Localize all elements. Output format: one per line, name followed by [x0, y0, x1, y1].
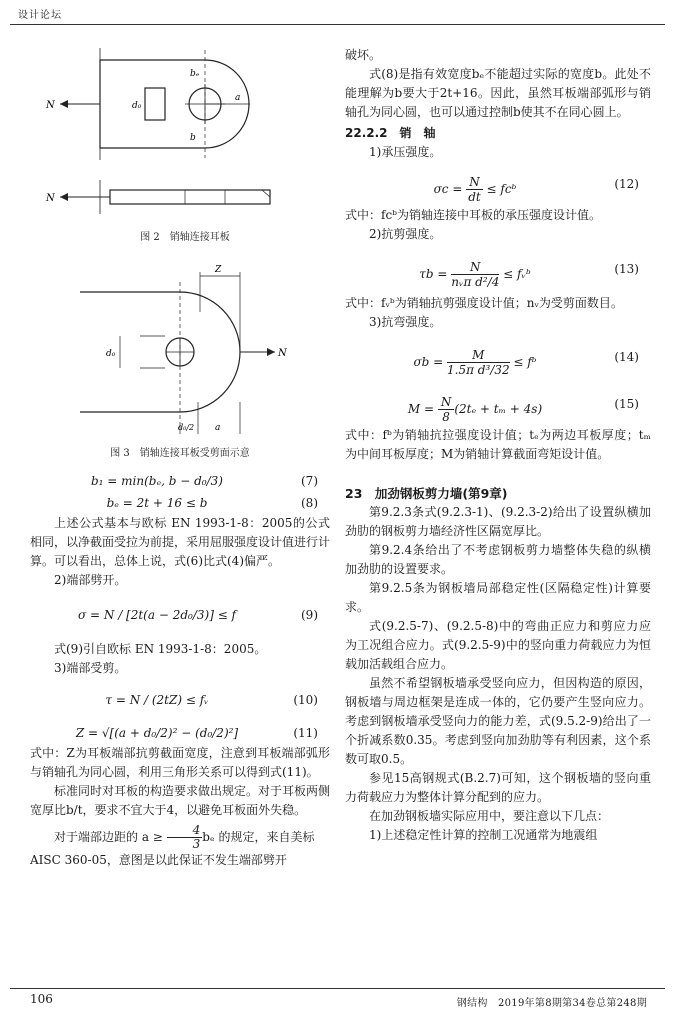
paragraph: 参见15高钢规式(B.2.7)可知，这个钢板墙的竖向重力荷载应力为整体计算分配到的应力。: [345, 771, 651, 804]
figure-2-caption: 图 2 销轴连接耳板: [140, 232, 230, 243]
paragraph: 第9.2.5条为钢板墙局部稳定性(区隔稳定性)计算要求。: [345, 581, 651, 614]
fig3-label-z: Z: [215, 265, 222, 275]
equation-11-number: (11): [293, 726, 318, 740]
paragraph: 上述公式基本与欧标 EN 1993-1-8：2005的公式相同，以净截面受拉为前提，采用屈服强度设计值进行计算。可以看出，总体上说，式(6)比式(4)偏严。: [30, 516, 331, 568]
paragraph: 第9.2.4条给出了不考虑钢板剪力墙整体失稳的纵横加劲肋的设置要求。: [345, 543, 651, 576]
equation-8-expr: bₑ = 2t + 16 ≤ b: [106, 496, 208, 510]
fig2-n-top: N: [46, 100, 55, 111]
eq-lhs: M =: [407, 402, 438, 416]
equation-13-number: (13): [614, 262, 639, 276]
eq-rhs: (2tₑ + tₘ + 4s): [454, 402, 543, 416]
fig3-n: N: [278, 348, 287, 359]
equation-12-number: (12): [614, 177, 639, 191]
fig2-label-be2: b: [190, 133, 196, 143]
left-column: [30, 470, 330, 870]
paragraph: 式中：fcᵇ为销轴连接中耳板的承压强度设计值。: [345, 208, 601, 222]
paragraph: 式中：Z为耳板端部抗剪截面宽度，注意到耳板端部弧形与销轴孔为同心圆，利用三角形关系可以得到式(11)。: [30, 746, 330, 779]
paragraph: 1)上述稳定性计算的控制工况通常为地震组: [369, 828, 598, 842]
equation-9-number: (9): [301, 608, 318, 622]
fraction-numerator: N: [466, 175, 483, 190]
list-item: 1)承压强度。: [369, 145, 442, 159]
list-item: 2)端部劈开。: [54, 573, 127, 587]
figure-2: [40, 40, 330, 243]
fraction: [438, 395, 455, 424]
fraction: [466, 175, 483, 204]
equation-14: [345, 332, 651, 382]
equation-15-expr: [345, 395, 605, 424]
section-heading: 22.2.2 销 轴: [345, 126, 436, 140]
fraction: [447, 348, 510, 377]
text-run: 对于端部边距的 a ≥: [54, 830, 167, 844]
paragraph: 式(9.2.5-7)、(9.2.5-8)中的弯曲正应力和剪应力应为工况组合应力。式(9.2.5-9)中的竖向重力荷载应力为恒载加活载组合应力。: [345, 619, 651, 671]
fraction-numerator: N: [451, 260, 499, 275]
eq-rhs: ≤ fᵇ: [509, 355, 537, 369]
paragraph: AISC 360-05，意图是以此保证不发生端部劈开: [30, 853, 287, 867]
fig3-label-d0: d₀: [106, 349, 116, 359]
fraction-denominator: nᵥπ d²/4: [451, 275, 500, 289]
right-column: [345, 46, 651, 845]
eq-lhs: σb =: [413, 355, 448, 369]
equation-15: [345, 382, 651, 426]
list-item: 2)抗剪强度。: [369, 227, 442, 241]
equation-15-number: (15): [614, 397, 639, 411]
footer-rule: [10, 988, 665, 989]
fraction-numerator: 4: [167, 824, 203, 838]
fraction-numerator: M: [447, 348, 510, 363]
page-number: 106: [30, 992, 53, 1006]
paragraph: 标准同时对耳板的构造要求做出规定。对于耳板两侧宽厚比b/t，要求不宜大于4，以避免耳板面外失稳。: [30, 784, 331, 817]
figure-2-drawing: [40, 40, 330, 240]
equation-11-expr: Z = √[(a + d₀/2)² − (d₀/2)²]: [75, 726, 239, 740]
equation-10: [30, 678, 330, 722]
equation-11: [30, 722, 330, 744]
paragraph: 破坏。: [345, 48, 382, 62]
eq-lhs: τb =: [419, 267, 452, 281]
figure-3-caption: 图 3 销轴连接耳板受剪面示意: [110, 448, 250, 459]
journal-footer: 钢结构 2019年第8期第34卷总第248期: [456, 998, 647, 1009]
paragraph: 虽然不希望钢板墙承受竖向应力，但因构造的原因，钢板墙与周边框架是连成一体的，它仍要产生竖向应力。考虑到钢板墙承受竖向力的能力差，式(9.5.2-9)给出了一个折减系数0.35。考虑到竖向加劲肋等有利因素，这个系数可取0.5。: [345, 676, 651, 766]
equation-8-number: (8): [301, 496, 318, 510]
fig2-label-be1: bₑ: [190, 69, 200, 79]
fraction-denominator: 1.5π d³/32: [447, 363, 510, 377]
fig2-label-d0: d₀: [132, 101, 142, 111]
eq-rhs: ≤ fᵥᵇ: [499, 267, 531, 281]
paragraph: 式(8)是指有效宽度bₑ不能超过实际的宽度b。此处不能理解为b要大于2t+16。因此，虽然耳板端部弧形与销轴孔为同心圆，也可以通过控制b使其不在同心圆上。: [345, 67, 651, 119]
fig3-label-d0-half: d₀/2: [178, 423, 195, 432]
equation-12: [345, 162, 651, 206]
running-header: 设计论坛: [18, 10, 62, 21]
fraction: [451, 260, 499, 289]
eq-rhs: ≤ fcᵇ: [482, 182, 517, 196]
fig3-label-a: a: [215, 423, 221, 433]
equation-13-expr: [345, 260, 605, 289]
equation-14-expr: [345, 348, 605, 377]
equation-13: [345, 244, 651, 294]
fraction: [167, 824, 203, 851]
list-item: 3)抗弯强度。: [369, 315, 442, 329]
section-heading: 23 加劲钢板剪力墙(第9章): [345, 486, 508, 501]
fraction-denominator: 8: [442, 410, 450, 424]
equation-9: [30, 590, 330, 640]
text-run: bₑ 的规定，来自美标: [202, 830, 315, 844]
paragraph: 式(9)引自欧标 EN 1993-1-8：2005。: [54, 642, 267, 656]
paragraph: 式中：fᵇ为销轴抗拉强度设计值；tₑ为两边耳板厚度；tₘ为中间耳板厚度；M为销轴计算截面弯矩设计值。: [345, 428, 651, 461]
fig2-label-a: a: [235, 93, 241, 103]
equation-10-number: (10): [293, 693, 318, 707]
equation-9-expr: σ = N / [2t(a − 2d₀/3)] ≤ f: [78, 608, 236, 622]
fraction-numerator: N: [438, 395, 455, 410]
list-item: 3)端部受剪。: [54, 661, 127, 675]
equation-12-expr: [345, 175, 605, 204]
eq-lhs: σc =: [433, 182, 467, 196]
figure-3-drawing: [50, 262, 340, 442]
fraction-denominator: 3: [192, 837, 201, 851]
fig2-n-bottom: N: [46, 193, 55, 204]
figure-3: [50, 262, 340, 462]
equation-14-number: (14): [614, 350, 639, 364]
equation-7-number: (7): [301, 474, 318, 488]
equation-8: [30, 492, 330, 514]
equation-7-expr: b₁ = min(bₑ, b − d₀/3): [91, 474, 223, 488]
paragraph: 在加劲钢板墙实际应用中，要注意以下几点：: [369, 809, 610, 823]
paragraph: 第9.2.3条式(9.2.3-1)、(9.2.3-2)给出了设置纵横加劲肋的钢板剪力墙经济性区隔宽厚比。: [345, 505, 651, 538]
equation-10-expr: τ = N / (2tZ) ≤ fᵥ: [105, 693, 209, 707]
header-rule: [10, 24, 665, 25]
equation-7: [30, 470, 330, 492]
paragraph: [30, 824, 330, 851]
fraction-denominator: dt: [468, 190, 481, 204]
paragraph: 式中：fᵥᵇ为销轴抗剪强度设计值；nᵥ为受剪面数目。: [345, 296, 623, 310]
